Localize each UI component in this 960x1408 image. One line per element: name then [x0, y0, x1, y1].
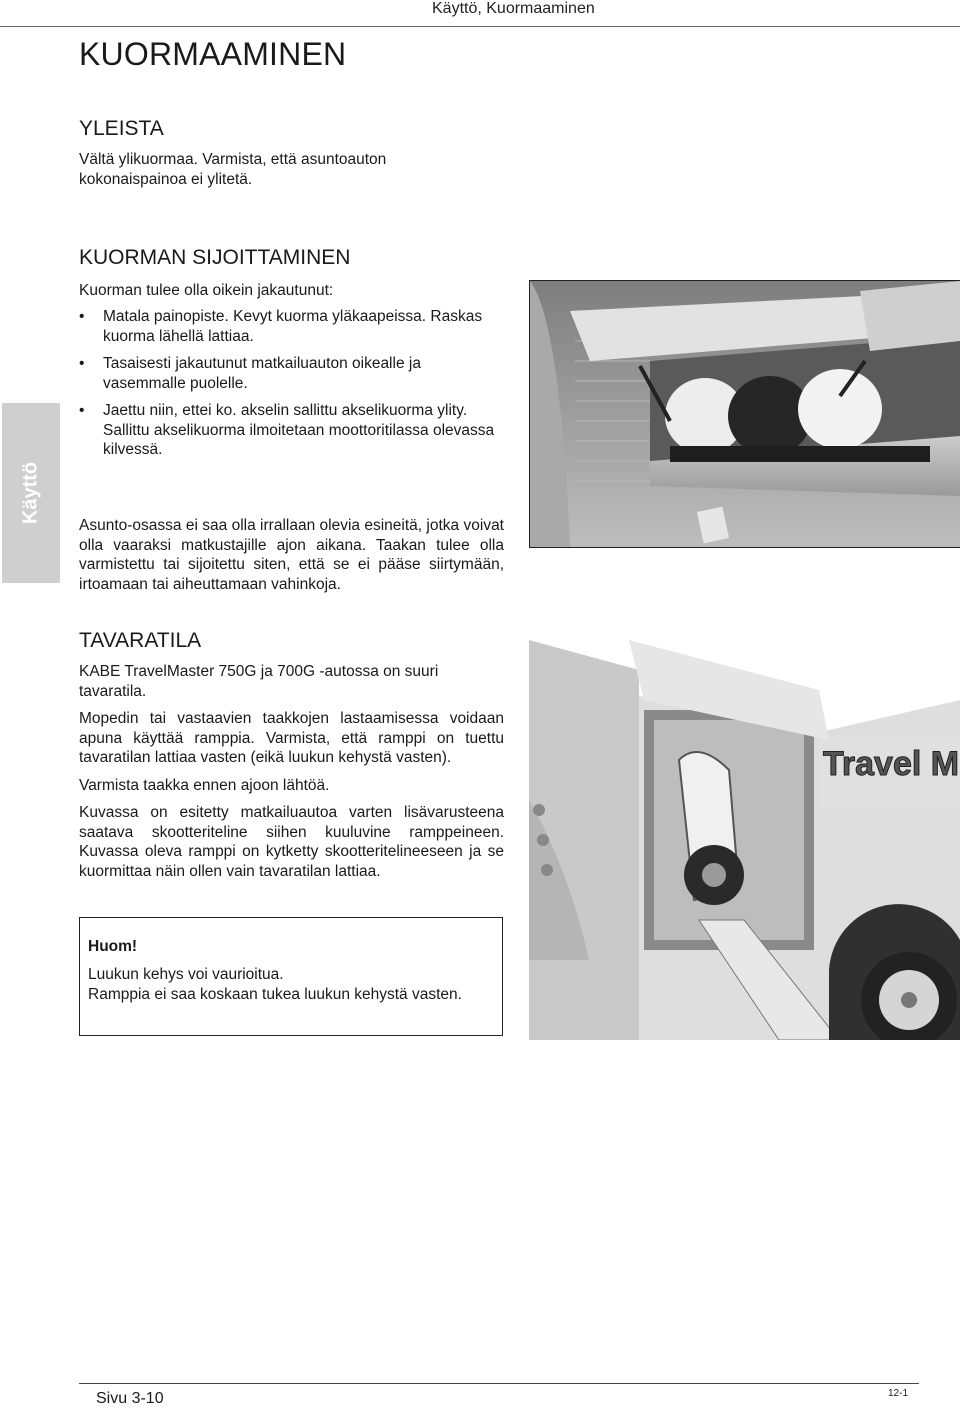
yleista-text	[79, 150, 419, 189]
cabinet-illustration	[530, 281, 960, 547]
list-item-text: Tasaisesti jakautunut matkailuauton oikealle ja vasemmalle puolelle.	[103, 355, 421, 392]
tavaratila-p3: Varmista taakka ennen ajoon lähtöä.	[79, 776, 330, 794]
side-tab	[2, 403, 60, 583]
list-item	[79, 401, 499, 460]
cabinet-photo	[529, 280, 960, 548]
storage-photo	[529, 640, 960, 1040]
yleista-paragraph: Vältä ylikuormaa. Varmista, että asuntoauton kokonaispainoa ei ylitetä.	[79, 151, 387, 188]
footer-rule	[79, 1383, 919, 1384]
header-rule	[0, 26, 960, 27]
tavaratila-p1: KABE TravelMaster 750G ja 700G -autossa on suuri tavaratila.	[79, 663, 439, 700]
section-heading-sijoittaminen: KUORMAN SIJOITTAMINEN	[79, 246, 351, 269]
note-line: Ramppia ei saa koskaan tukea luukun kehystä vasten.	[88, 985, 462, 1003]
section-heading-tavaratila: TAVARATILA	[79, 629, 202, 652]
storage-illustration	[529, 640, 960, 1040]
section-heading-yleista: YLEISTA	[79, 117, 164, 140]
side-tab-label: Käyttö	[19, 461, 42, 525]
tavaratila-text	[79, 662, 504, 881]
note-line: Luukun kehys voi vaurioitua.	[88, 966, 284, 983]
bullet-marker: •	[79, 308, 85, 325]
sijoittaminen-intro: Kuorman tulee olla oikein jakautunut:	[79, 282, 334, 299]
bullet-list	[79, 307, 499, 468]
note-title: Huom!	[88, 938, 138, 955]
bullet-marker: •	[79, 355, 85, 372]
bullet-marker: •	[79, 402, 85, 419]
running-header: Käyttö, Kuormaaminen	[432, 0, 595, 17]
note-box	[79, 917, 503, 1036]
sijoittaminen-paragraph: Asunto-osassa ei saa olla irrallaan olevia esineitä, jotka voivat olla vaaraksi matkustajille ajon aikana. Taakan tulee olla varmistettu tai sijoitettu siten, että se ei pääse siirtymään, irtoamaan tai aiheuttamaan vahinkoja.	[79, 517, 504, 593]
document-code: 12-1	[888, 1388, 909, 1399]
list-item	[79, 354, 499, 393]
vehicle-lettering: Travel M	[823, 745, 960, 783]
page-number: Sivu 3-10	[96, 1390, 164, 1407]
list-item	[79, 307, 499, 346]
tavaratila-p2: Mopedin tai vastaavien taakkojen lastaamisessa voidaan apuna käyttää ramppia. Varmista, että ramppi on tuettu tavaratilan lattiaa vasten (eikä luukun kehystä vasten).	[79, 710, 504, 766]
list-item-text: Matala painopiste. Kevyt kuorma yläkaapeissa. Raskas kuorma lähellä lattiaa.	[103, 308, 483, 345]
page-title: KUORMAAMINEN	[79, 36, 347, 72]
list-item-text: Jaettu niin, ettei ko. akselin sallittu akselikuorma ylity. Sallittu akselikuorma ilmoitetaan moottoritilassa olevassa kilvessä.	[103, 402, 495, 458]
tavaratila-p4: Kuvassa on esitetty matkailuautoa varten lisävarusteena saatava skootteriteline siihen kuuluvine ramppeineen. Kuvassa oleva ramppi on kytketty skootteritelineeseen ja se kuormittaa näin ollen vain tavaratilan lattiaa.	[79, 804, 504, 880]
